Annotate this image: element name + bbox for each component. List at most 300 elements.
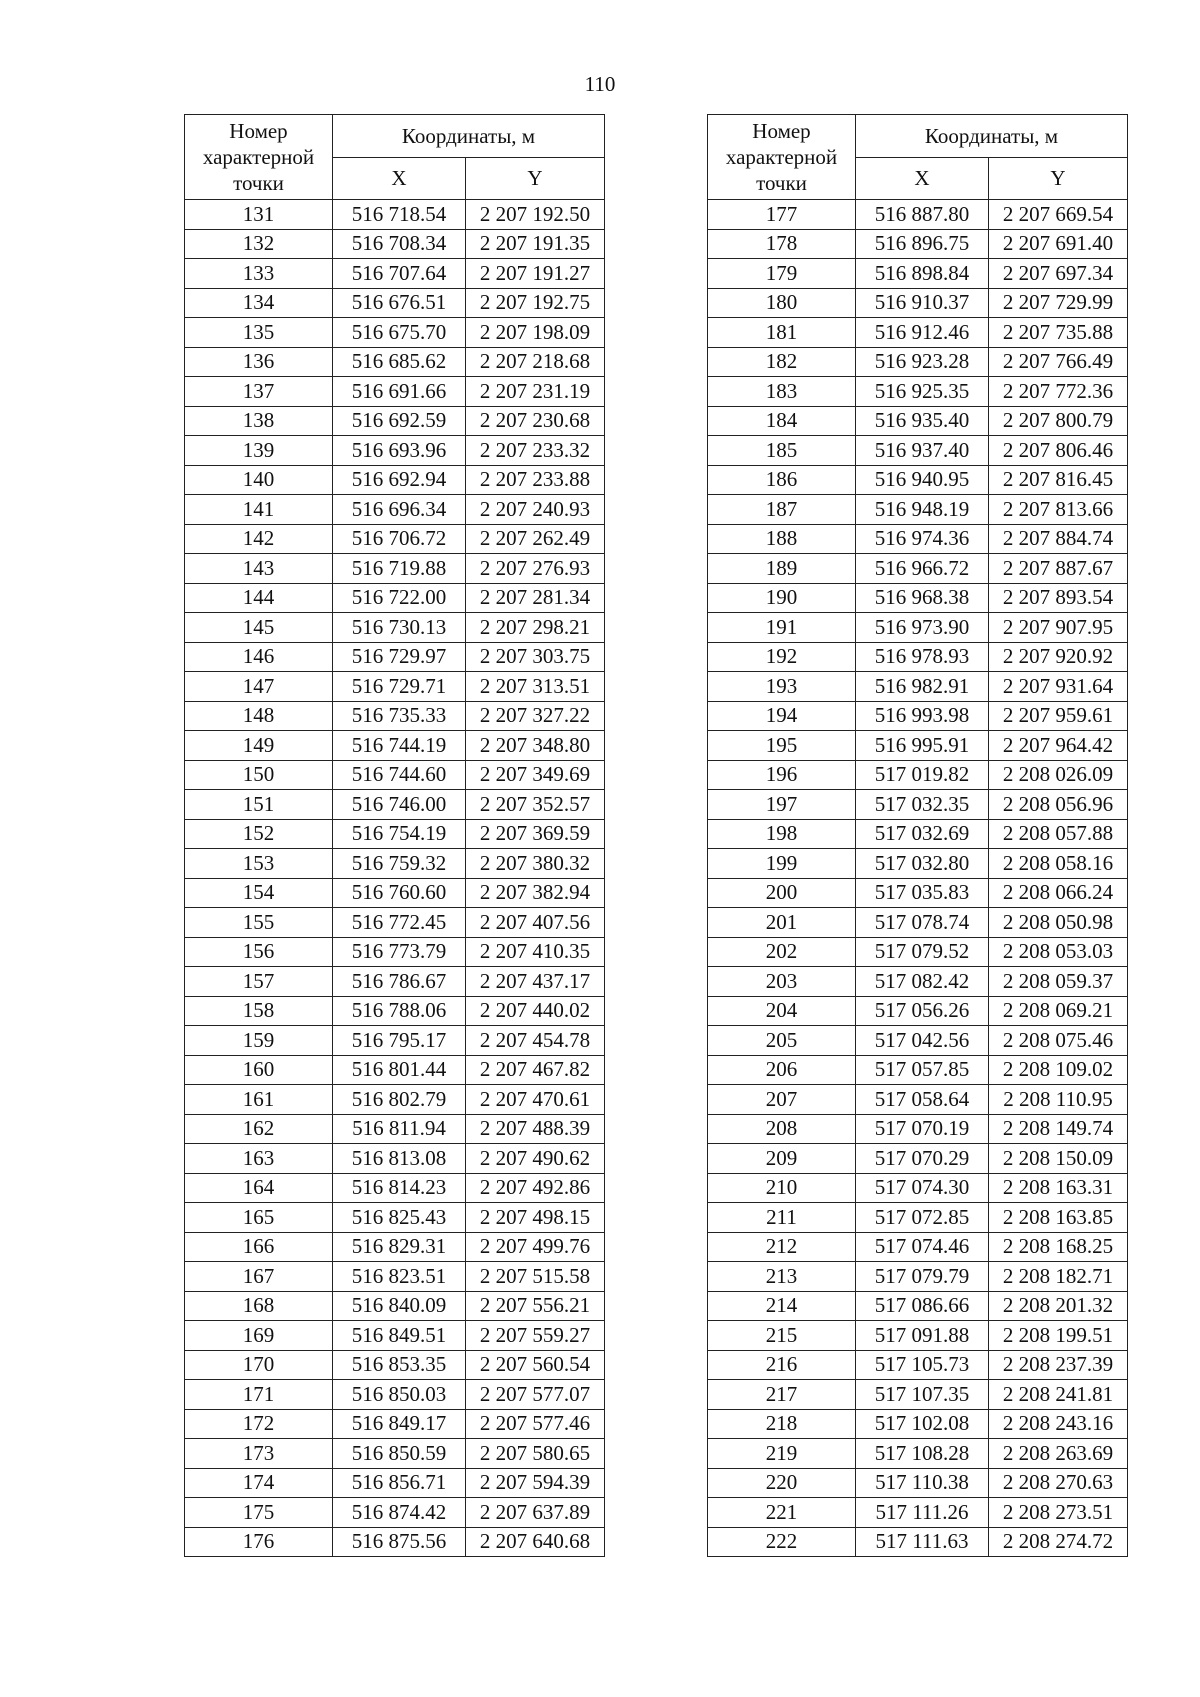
y-coordinate-cell: 2 207 884.74 — [989, 524, 1128, 554]
table-row — [185, 908, 605, 938]
y-coordinate-cell: 2 207 577.07 — [466, 1380, 605, 1410]
y-coordinate-cell: 2 207 192.75 — [466, 288, 605, 318]
table-row — [185, 1203, 605, 1233]
x-coordinate-cell: 516 829.31 — [333, 1232, 466, 1262]
point-number-cell: 185 — [708, 436, 856, 466]
y-coordinate-cell: 2 208 149.74 — [989, 1114, 1128, 1144]
x-coordinate-cell: 517 070.19 — [856, 1114, 989, 1144]
x-coordinate-cell: 516 772.45 — [333, 908, 466, 938]
coordinates-table-left — [184, 114, 605, 1557]
point-number-cell: 154 — [185, 878, 333, 908]
point-number-cell: 168 — [185, 1291, 333, 1321]
y-coordinate-cell: 2 207 230.68 — [466, 406, 605, 436]
table-row — [708, 1350, 1128, 1380]
point-number-cell: 211 — [708, 1203, 856, 1233]
x-coordinate-cell: 516 814.23 — [333, 1173, 466, 1203]
x-coordinate-cell: 516 729.71 — [333, 672, 466, 702]
x-coordinate-cell: 517 019.82 — [856, 760, 989, 790]
point-number-cell: 175 — [185, 1498, 333, 1528]
y-coordinate-cell: 2 207 816.45 — [989, 465, 1128, 495]
y-coordinate-cell: 2 207 191.27 — [466, 259, 605, 289]
coordinates-table-right — [707, 114, 1128, 1557]
point-number-cell: 156 — [185, 937, 333, 967]
x-coordinate-cell: 516 940.95 — [856, 465, 989, 495]
y-coordinate-cell: 2 208 058.16 — [989, 849, 1128, 879]
y-coordinate-cell: 2 207 594.39 — [466, 1468, 605, 1498]
table-row — [185, 1232, 605, 1262]
point-number-cell: 138 — [185, 406, 333, 436]
y-coordinate-cell: 2 207 772.36 — [989, 377, 1128, 407]
point-number-cell: 186 — [708, 465, 856, 495]
table-row — [185, 642, 605, 672]
point-number-cell: 151 — [185, 790, 333, 820]
table-row — [185, 937, 605, 967]
x-coordinate-cell: 516 993.98 — [856, 701, 989, 731]
y-coordinate-cell: 2 207 281.34 — [466, 583, 605, 613]
y-coordinate-cell: 2 207 192.50 — [466, 200, 605, 230]
table-row — [708, 1380, 1128, 1410]
x-coordinate-cell: 516 773.79 — [333, 937, 466, 967]
point-number-cell: 136 — [185, 347, 333, 377]
point-number-cell: 210 — [708, 1173, 856, 1203]
y-coordinate-cell: 2 207 893.54 — [989, 583, 1128, 613]
x-coordinate-cell: 517 070.29 — [856, 1144, 989, 1174]
point-number-cell: 188 — [708, 524, 856, 554]
y-coordinate-cell: 2 207 198.09 — [466, 318, 605, 348]
x-coordinate-cell: 517 072.85 — [856, 1203, 989, 1233]
point-number-cell: 213 — [708, 1262, 856, 1292]
x-coordinate-cell: 516 853.35 — [333, 1350, 466, 1380]
x-coordinate-cell: 516 696.34 — [333, 495, 466, 525]
y-coordinate-cell: 2 207 437.17 — [466, 967, 605, 997]
point-number-cell: 177 — [708, 200, 856, 230]
table-row — [708, 1026, 1128, 1056]
x-coordinate-cell: 516 850.03 — [333, 1380, 466, 1410]
y-coordinate-cell: 2 207 800.79 — [989, 406, 1128, 436]
x-coordinate-cell: 517 032.35 — [856, 790, 989, 820]
point-number-cell: 208 — [708, 1114, 856, 1144]
table-row — [708, 1085, 1128, 1115]
point-number-cell: 171 — [185, 1380, 333, 1410]
x-coordinate-cell: 516 719.88 — [333, 554, 466, 584]
y-coordinate-cell: 2 208 057.88 — [989, 819, 1128, 849]
point-number-cell: 192 — [708, 642, 856, 672]
x-coordinate-cell: 516 813.08 — [333, 1144, 466, 1174]
table-body — [708, 200, 1128, 1557]
x-coordinate-cell: 516 692.59 — [333, 406, 466, 436]
x-coordinate-cell: 516 925.35 — [856, 377, 989, 407]
x-coordinate-cell: 517 108.28 — [856, 1439, 989, 1469]
table-row — [708, 672, 1128, 702]
table-row — [708, 554, 1128, 584]
y-coordinate-cell: 2 207 691.40 — [989, 229, 1128, 259]
x-coordinate-cell: 516 786.67 — [333, 967, 466, 997]
table-row — [185, 996, 605, 1026]
x-coordinate-cell: 517 042.56 — [856, 1026, 989, 1056]
y-coordinate-cell: 2 208 109.02 — [989, 1055, 1128, 1085]
x-coordinate-cell: 516 896.75 — [856, 229, 989, 259]
table-body — [185, 200, 605, 1557]
table-row — [185, 1291, 605, 1321]
y-coordinate-cell: 2 207 382.94 — [466, 878, 605, 908]
point-number-cell: 152 — [185, 819, 333, 849]
y-coordinate-cell: 2 207 348.80 — [466, 731, 605, 761]
point-number-cell: 180 — [708, 288, 856, 318]
point-number-cell: 205 — [708, 1026, 856, 1056]
point-number-cell: 139 — [185, 436, 333, 466]
table-row — [185, 672, 605, 702]
table-row — [185, 200, 605, 230]
y-coordinate-cell: 2 207 559.27 — [466, 1321, 605, 1351]
point-number-cell: 142 — [185, 524, 333, 554]
point-number-cell: 143 — [185, 554, 333, 584]
x-coordinate-cell: 517 032.69 — [856, 819, 989, 849]
table-row — [708, 1468, 1128, 1498]
point-number-cell: 149 — [185, 731, 333, 761]
table-row — [185, 819, 605, 849]
point-number-cell: 148 — [185, 701, 333, 731]
y-coordinate-cell: 2 208 273.51 — [989, 1498, 1128, 1528]
table-row — [185, 1085, 605, 1115]
x-header: X — [333, 158, 466, 200]
table-row — [185, 1262, 605, 1292]
table-row — [185, 1173, 605, 1203]
table-row — [185, 259, 605, 289]
y-coordinate-cell: 2 208 050.98 — [989, 908, 1128, 938]
point-number-cell: 191 — [708, 613, 856, 643]
y-coordinate-cell: 2 208 199.51 — [989, 1321, 1128, 1351]
point-number-cell: 195 — [708, 731, 856, 761]
table-row — [708, 583, 1128, 613]
y-coordinate-cell: 2 207 560.54 — [466, 1350, 605, 1380]
y-header: Y — [466, 158, 605, 200]
coordinates-header: Координаты, м — [333, 115, 605, 158]
point-number-cell: 203 — [708, 967, 856, 997]
point-number-cell: 220 — [708, 1468, 856, 1498]
y-coordinate-cell: 2 207 907.95 — [989, 613, 1128, 643]
y-coordinate-cell: 2 208 053.03 — [989, 937, 1128, 967]
y-coordinate-cell: 2 207 697.34 — [989, 259, 1128, 289]
table-row — [185, 377, 605, 407]
y-coordinate-cell: 2 207 440.02 — [466, 996, 605, 1026]
table-row — [185, 1350, 605, 1380]
y-coordinate-cell: 2 207 499.76 — [466, 1232, 605, 1262]
y-coordinate-cell: 2 207 515.58 — [466, 1262, 605, 1292]
y-coordinate-cell: 2 207 556.21 — [466, 1291, 605, 1321]
table-row — [708, 259, 1128, 289]
table-row — [708, 1409, 1128, 1439]
x-coordinate-cell: 516 849.17 — [333, 1409, 466, 1439]
y-coordinate-cell: 2 207 488.39 — [466, 1114, 605, 1144]
x-coordinate-cell: 516 685.62 — [333, 347, 466, 377]
x-coordinate-cell: 516 973.90 — [856, 613, 989, 643]
y-coordinate-cell: 2 207 327.22 — [466, 701, 605, 731]
table-row — [708, 613, 1128, 643]
point-number-cell: 193 — [708, 672, 856, 702]
table-row — [708, 1439, 1128, 1469]
x-coordinate-cell: 516 744.19 — [333, 731, 466, 761]
table-row — [708, 819, 1128, 849]
y-coordinate-cell: 2 207 313.51 — [466, 672, 605, 702]
table-row — [185, 760, 605, 790]
y-coordinate-cell: 2 207 218.68 — [466, 347, 605, 377]
x-coordinate-cell: 516 856.71 — [333, 1468, 466, 1498]
point-number-cell: 131 — [185, 200, 333, 230]
table-row — [708, 229, 1128, 259]
x-coordinate-cell: 516 744.60 — [333, 760, 466, 790]
point-number-cell: 147 — [185, 672, 333, 702]
x-coordinate-cell: 516 801.44 — [333, 1055, 466, 1085]
x-coordinate-cell: 516 850.59 — [333, 1439, 466, 1469]
point-number-cell: 161 — [185, 1085, 333, 1115]
y-coordinate-cell: 2 207 191.35 — [466, 229, 605, 259]
y-coordinate-cell: 2 208 110.95 — [989, 1085, 1128, 1115]
x-coordinate-cell: 517 111.63 — [856, 1527, 989, 1557]
point-number-cell: 215 — [708, 1321, 856, 1351]
table-row — [708, 760, 1128, 790]
table-row — [708, 701, 1128, 731]
point-number-cell: 190 — [708, 583, 856, 613]
x-coordinate-cell: 517 110.38 — [856, 1468, 989, 1498]
y-coordinate-cell: 2 208 182.71 — [989, 1262, 1128, 1292]
y-coordinate-cell: 2 208 026.09 — [989, 760, 1128, 790]
point-number-cell: 174 — [185, 1468, 333, 1498]
point-number-cell: 198 — [708, 819, 856, 849]
point-number-cell: 172 — [185, 1409, 333, 1439]
table-row — [185, 1026, 605, 1056]
point-number-cell: 159 — [185, 1026, 333, 1056]
x-coordinate-cell: 516 811.94 — [333, 1114, 466, 1144]
y-coordinate-cell: 2 208 069.21 — [989, 996, 1128, 1026]
y-coordinate-cell: 2 207 959.61 — [989, 701, 1128, 731]
y-coordinate-cell: 2 207 806.46 — [989, 436, 1128, 466]
y-coordinate-cell: 2 207 349.69 — [466, 760, 605, 790]
x-coordinate-cell: 516 746.00 — [333, 790, 466, 820]
table-row — [708, 377, 1128, 407]
y-coordinate-cell: 2 207 276.93 — [466, 554, 605, 584]
point-number-cell: 187 — [708, 495, 856, 525]
table-row — [185, 878, 605, 908]
x-coordinate-cell: 516 887.80 — [856, 200, 989, 230]
x-coordinate-cell: 516 982.91 — [856, 672, 989, 702]
y-coordinate-cell: 2 207 407.56 — [466, 908, 605, 938]
x-coordinate-cell: 517 111.26 — [856, 1498, 989, 1528]
x-coordinate-cell: 516 729.97 — [333, 642, 466, 672]
table-row — [185, 229, 605, 259]
x-coordinate-cell: 516 912.46 — [856, 318, 989, 348]
x-coordinate-cell: 517 078.74 — [856, 908, 989, 938]
point-number-cell: 201 — [708, 908, 856, 938]
table-row — [185, 1498, 605, 1528]
x-coordinate-cell: 517 079.52 — [856, 937, 989, 967]
point-number-cell: 221 — [708, 1498, 856, 1528]
table-row — [708, 849, 1128, 879]
table-row — [185, 554, 605, 584]
table-row — [708, 878, 1128, 908]
y-coordinate-cell: 2 208 274.72 — [989, 1527, 1128, 1557]
x-coordinate-cell: 517 091.88 — [856, 1321, 989, 1351]
table-row — [708, 465, 1128, 495]
point-number-cell: 209 — [708, 1144, 856, 1174]
x-coordinate-cell: 517 107.35 — [856, 1380, 989, 1410]
point-number-cell: 141 — [185, 495, 333, 525]
y-coordinate-cell: 2 207 352.57 — [466, 790, 605, 820]
y-coordinate-cell: 2 207 492.86 — [466, 1173, 605, 1203]
y-coordinate-cell: 2 207 640.68 — [466, 1527, 605, 1557]
x-coordinate-cell: 517 074.30 — [856, 1173, 989, 1203]
point-number-cell: 189 — [708, 554, 856, 584]
x-coordinate-cell: 517 105.73 — [856, 1350, 989, 1380]
table-row — [708, 1173, 1128, 1203]
table-row — [185, 1439, 605, 1469]
x-coordinate-cell: 517 074.46 — [856, 1232, 989, 1262]
point-number-cell: 204 — [708, 996, 856, 1026]
y-coordinate-cell: 2 208 168.25 — [989, 1232, 1128, 1262]
point-number-cell: 194 — [708, 701, 856, 731]
point-number-cell: 162 — [185, 1114, 333, 1144]
y-coordinate-cell: 2 208 059.37 — [989, 967, 1128, 997]
y-coordinate-cell: 2 208 263.69 — [989, 1439, 1128, 1469]
x-coordinate-cell: 516 676.51 — [333, 288, 466, 318]
point-number-cell: 216 — [708, 1350, 856, 1380]
point-number-cell: 207 — [708, 1085, 856, 1115]
point-number-cell: 183 — [708, 377, 856, 407]
y-coordinate-cell: 2 208 066.24 — [989, 878, 1128, 908]
point-number-cell: 222 — [708, 1527, 856, 1557]
point-number-header: Номер характерной точки — [708, 115, 856, 200]
point-number-cell: 167 — [185, 1262, 333, 1292]
table-row — [708, 524, 1128, 554]
table-row — [708, 967, 1128, 997]
point-number-cell: 218 — [708, 1409, 856, 1439]
y-coordinate-cell: 2 207 813.66 — [989, 495, 1128, 525]
table-row — [185, 1409, 605, 1439]
y-coordinate-cell: 2 207 298.21 — [466, 613, 605, 643]
table-row — [185, 1527, 605, 1557]
point-number-cell: 140 — [185, 465, 333, 495]
point-number-cell: 173 — [185, 1439, 333, 1469]
point-number-cell: 197 — [708, 790, 856, 820]
table-row — [708, 1291, 1128, 1321]
x-coordinate-cell: 517 057.85 — [856, 1055, 989, 1085]
x-coordinate-cell: 516 840.09 — [333, 1291, 466, 1321]
table-row — [708, 288, 1128, 318]
y-header: Y — [989, 158, 1128, 200]
y-coordinate-cell: 2 208 243.16 — [989, 1409, 1128, 1439]
table-row — [185, 1380, 605, 1410]
point-number-cell: 132 — [185, 229, 333, 259]
y-coordinate-cell: 2 207 262.49 — [466, 524, 605, 554]
y-coordinate-cell: 2 207 498.15 — [466, 1203, 605, 1233]
table-row — [185, 347, 605, 377]
y-coordinate-cell: 2 207 931.64 — [989, 672, 1128, 702]
table-row — [185, 967, 605, 997]
x-coordinate-cell: 516 708.34 — [333, 229, 466, 259]
table-row — [708, 347, 1128, 377]
x-coordinate-cell: 516 735.33 — [333, 701, 466, 731]
table-row — [708, 937, 1128, 967]
table-row — [708, 436, 1128, 466]
x-coordinate-cell: 516 898.84 — [856, 259, 989, 289]
table-row — [708, 908, 1128, 938]
point-number-cell: 179 — [708, 259, 856, 289]
table-row — [185, 288, 605, 318]
point-number-cell: 133 — [185, 259, 333, 289]
point-number-cell: 200 — [708, 878, 856, 908]
y-coordinate-cell: 2 208 237.39 — [989, 1350, 1128, 1380]
point-number-cell: 196 — [708, 760, 856, 790]
y-coordinate-cell: 2 207 369.59 — [466, 819, 605, 849]
y-coordinate-cell: 2 207 231.19 — [466, 377, 605, 407]
x-coordinate-cell: 516 691.66 — [333, 377, 466, 407]
table-row — [708, 731, 1128, 761]
x-coordinate-cell: 517 082.42 — [856, 967, 989, 997]
table-row — [708, 1144, 1128, 1174]
point-number-header: Номер характерной точки — [185, 115, 333, 200]
y-coordinate-cell: 2 207 964.42 — [989, 731, 1128, 761]
point-number-cell: 145 — [185, 613, 333, 643]
y-coordinate-cell: 2 207 735.88 — [989, 318, 1128, 348]
table-row — [185, 1055, 605, 1085]
x-coordinate-cell: 516 718.54 — [333, 200, 466, 230]
x-coordinate-cell: 516 937.40 — [856, 436, 989, 466]
point-number-cell: 217 — [708, 1380, 856, 1410]
table-row — [185, 701, 605, 731]
point-number-cell: 134 — [185, 288, 333, 318]
x-coordinate-cell: 516 974.36 — [856, 524, 989, 554]
x-coordinate-cell: 516 995.91 — [856, 731, 989, 761]
point-number-cell: 150 — [185, 760, 333, 790]
table-row — [708, 1498, 1128, 1528]
table-row — [185, 583, 605, 613]
x-coordinate-cell: 516 935.40 — [856, 406, 989, 436]
y-coordinate-cell: 2 207 729.99 — [989, 288, 1128, 318]
x-coordinate-cell: 517 032.80 — [856, 849, 989, 879]
y-coordinate-cell: 2 207 467.82 — [466, 1055, 605, 1085]
y-coordinate-cell: 2 207 380.32 — [466, 849, 605, 879]
table-row — [708, 318, 1128, 348]
y-coordinate-cell: 2 208 163.85 — [989, 1203, 1128, 1233]
y-coordinate-cell: 2 208 270.63 — [989, 1468, 1128, 1498]
point-number-cell: 184 — [708, 406, 856, 436]
table-row — [708, 1527, 1128, 1557]
x-coordinate-cell: 516 722.00 — [333, 583, 466, 613]
y-coordinate-cell: 2 208 075.46 — [989, 1026, 1128, 1056]
x-coordinate-cell: 517 058.64 — [856, 1085, 989, 1115]
table-row — [185, 613, 605, 643]
point-number-cell: 164 — [185, 1173, 333, 1203]
table-row — [185, 436, 605, 466]
point-number-cell: 181 — [708, 318, 856, 348]
point-number-cell: 182 — [708, 347, 856, 377]
y-coordinate-cell: 2 207 240.93 — [466, 495, 605, 525]
point-number-cell: 146 — [185, 642, 333, 672]
point-number-cell: 178 — [708, 229, 856, 259]
y-coordinate-cell: 2 207 233.32 — [466, 436, 605, 466]
x-coordinate-cell: 516 910.37 — [856, 288, 989, 318]
x-coordinate-cell: 516 875.56 — [333, 1527, 466, 1557]
x-coordinate-cell: 516 759.32 — [333, 849, 466, 879]
table-row — [185, 524, 605, 554]
point-number-cell: 166 — [185, 1232, 333, 1262]
point-number-cell: 157 — [185, 967, 333, 997]
table-row — [708, 1055, 1128, 1085]
x-coordinate-cell: 516 825.43 — [333, 1203, 466, 1233]
point-number-cell: 153 — [185, 849, 333, 879]
y-coordinate-cell: 2 208 201.32 — [989, 1291, 1128, 1321]
table-row — [185, 495, 605, 525]
table-row — [708, 406, 1128, 436]
